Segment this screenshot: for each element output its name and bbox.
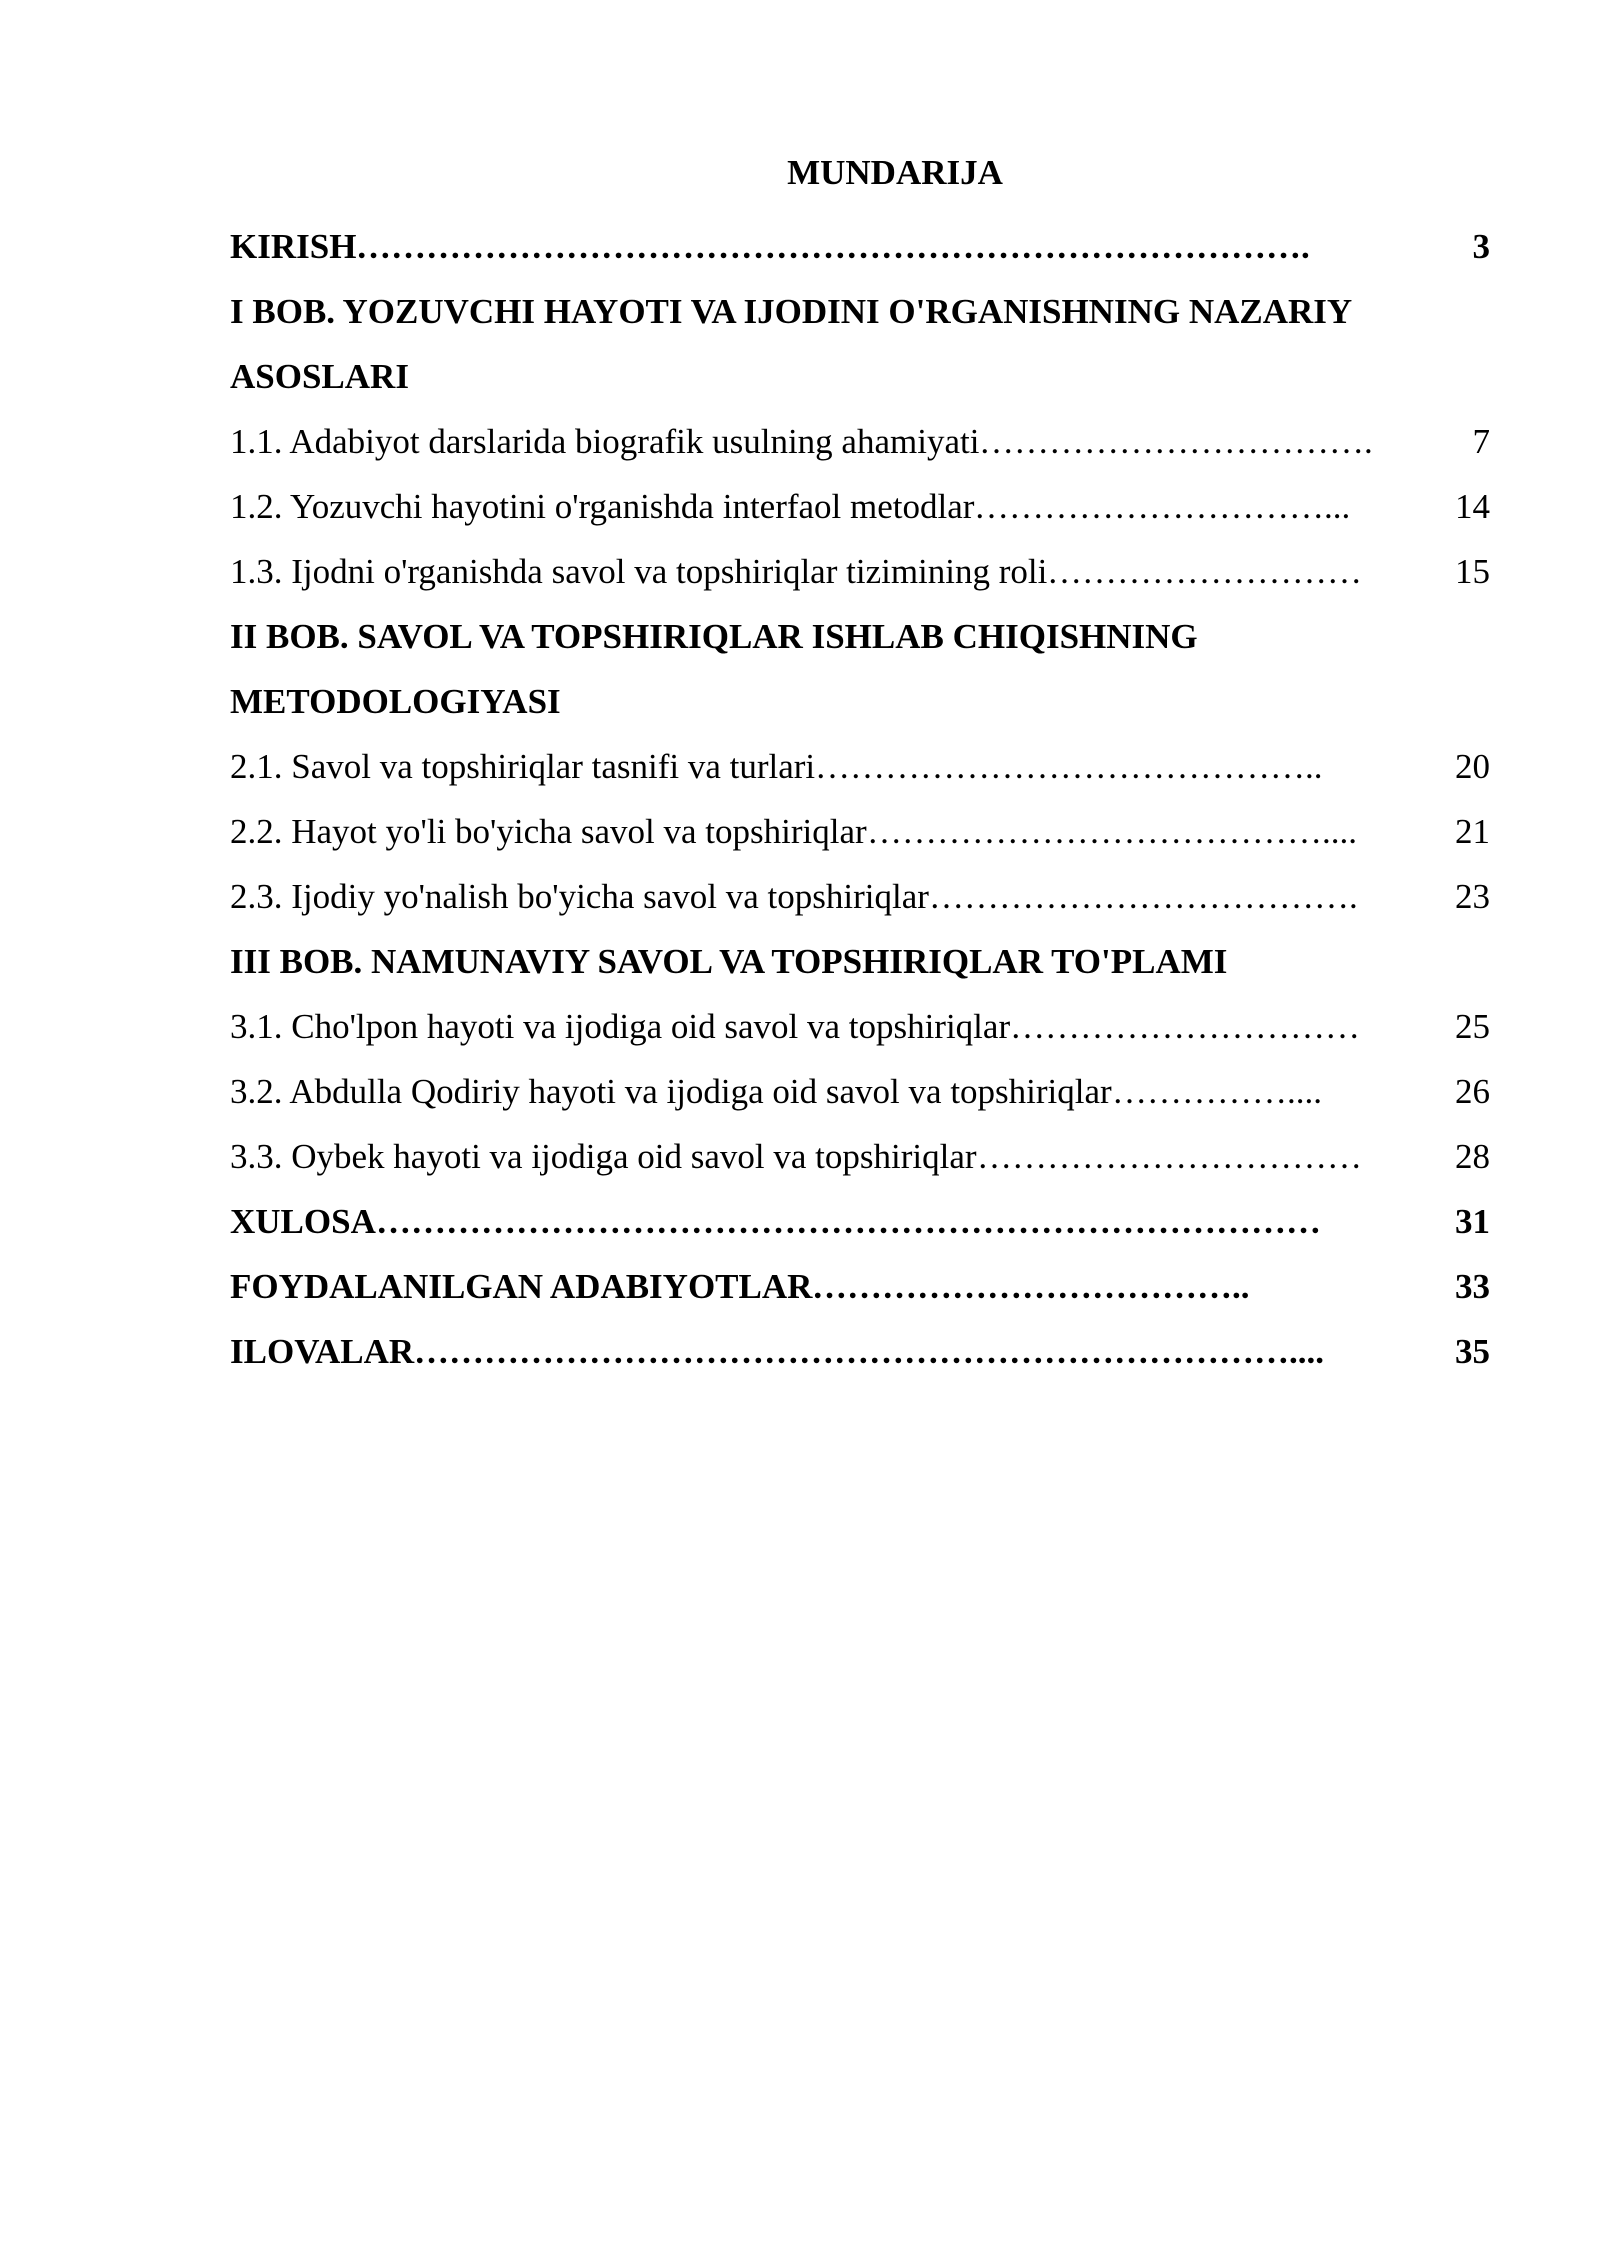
toc-entry-title: 2.2. Hayot yo'li bo'yicha savol va topshiriqlar	[230, 812, 867, 851]
toc-entry	[230, 1125, 1490, 1190]
toc-entry-title: 2.1. Savol va topshiriqlar tasnifi va turlari	[230, 747, 816, 786]
toc-entry-leader: ……………………………………………………………………….	[356, 227, 1310, 266]
toc-entry	[230, 865, 1490, 930]
toc-entry	[230, 800, 1490, 865]
toc-entry-page-number: 35	[1455, 1332, 1490, 1371]
toc-entry-title: I BOB. YOZUVCHI HAYOTI VA IJODINI O'RGANISHNING NAZARIY	[230, 292, 1353, 331]
toc-entry-leader: ……………………………	[977, 1137, 1362, 1176]
table-of-contents	[230, 215, 1490, 1385]
toc-entry-page-number: 3	[1472, 227, 1490, 266]
toc-entry-title: 3.3. Oybek hayoti va ijodiga oid savol va topshiriqlar	[230, 1137, 977, 1176]
toc-entry	[230, 995, 1490, 1060]
toc-entry-page-number: 7	[1472, 422, 1490, 461]
toc-entry-title: ASOSLARI	[230, 357, 409, 396]
toc-entry-leader: ………………………………..	[812, 1267, 1250, 1306]
toc-entry	[230, 280, 1490, 345]
toc-entry-title: 3.2. Abdulla Qodiriy hayoti va ijodiga oid savol va topshiriqlar	[230, 1072, 1112, 1111]
toc-entry-title: XULOSA	[230, 1202, 376, 1241]
toc-entry	[230, 735, 1490, 800]
toc-entry-page-number: 20	[1455, 747, 1490, 786]
toc-entry-leader: …………………………………....	[867, 812, 1357, 851]
toc-entry	[230, 1255, 1490, 1320]
toc-entry-title: METODOLOGIYASI	[230, 682, 561, 721]
toc-entry-leader: ……………………………………..	[815, 747, 1323, 786]
toc-entry-page-number: 23	[1455, 877, 1490, 916]
toc-entry-title: 1.2. Yozuvchi hayotini o'rganishda interfaol metodlar	[230, 487, 975, 526]
toc-entry-page-number: 25	[1455, 1007, 1490, 1046]
toc-entry	[230, 410, 1490, 475]
toc-entry-leader: …………………………………………………………………....	[414, 1332, 1324, 1371]
toc-entry	[230, 605, 1490, 670]
toc-entry-title: III BOB. NAMUNAVIY SAVOL VA TOPSHIRIQLAR TO'PLAMI	[230, 942, 1228, 981]
toc-entry-page-number: 26	[1455, 1072, 1490, 1111]
toc-entry-leader: ……………………………….	[929, 877, 1358, 916]
toc-entry	[230, 670, 1490, 735]
toc-entry-leader: …………………………...	[974, 487, 1351, 526]
toc-entry-title: 1.1. Adabiyot darslarida biografik usulning ahamiyati	[230, 422, 980, 461]
toc-entry-title: FOYDALANILGAN ADABIYOTLAR	[230, 1267, 813, 1306]
toc-entry-title: 2.3. Ijodiy yo'nalish bo'yicha savol va topshiriqlar	[230, 877, 929, 916]
toc-entry-leader: …………………………	[1010, 1007, 1360, 1046]
toc-entry-title: KIRISH	[230, 227, 357, 266]
toc-entry-title: ILOVALAR	[230, 1332, 415, 1371]
toc-entry	[230, 540, 1490, 605]
toc-entry	[230, 215, 1490, 280]
toc-entry-title: 3.1. Cho'lpon hayoti va ijodiga oid savol va topshiriqlar	[230, 1007, 1011, 1046]
toc-entry-title: II BOB. SAVOL VA TOPSHIRIQLAR ISHLAB CHIQISHNING	[230, 617, 1198, 656]
toc-entry-page-number: 14	[1455, 487, 1490, 526]
toc-entry	[230, 1190, 1490, 1255]
toc-entry	[230, 1320, 1490, 1385]
toc-entry-leader: …………………………….	[979, 422, 1373, 461]
toc-entry-leader: ……………....	[1112, 1072, 1322, 1111]
toc-entry-page-number: 33	[1455, 1267, 1490, 1306]
toc-entry-page-number: 28	[1455, 1137, 1490, 1176]
toc-entry-title: 1.3. Ijodni o'rganishda savol va topshiriqlar tizimining roli	[230, 552, 1048, 591]
toc-entry-page-number: 31	[1455, 1202, 1490, 1241]
toc-entry-page-number: 15	[1455, 552, 1490, 591]
toc-entry-leader: ………………………………………………………………………	[376, 1202, 1321, 1241]
toc-entry	[230, 930, 1490, 995]
toc-entry	[230, 1060, 1490, 1125]
toc-entry-page-number: 21	[1455, 812, 1490, 851]
page-title: MUNDARIJA	[787, 153, 1003, 192]
toc-entry	[230, 475, 1490, 540]
toc-entry	[230, 345, 1490, 410]
toc-entry-leader: ………………………	[1047, 552, 1362, 591]
